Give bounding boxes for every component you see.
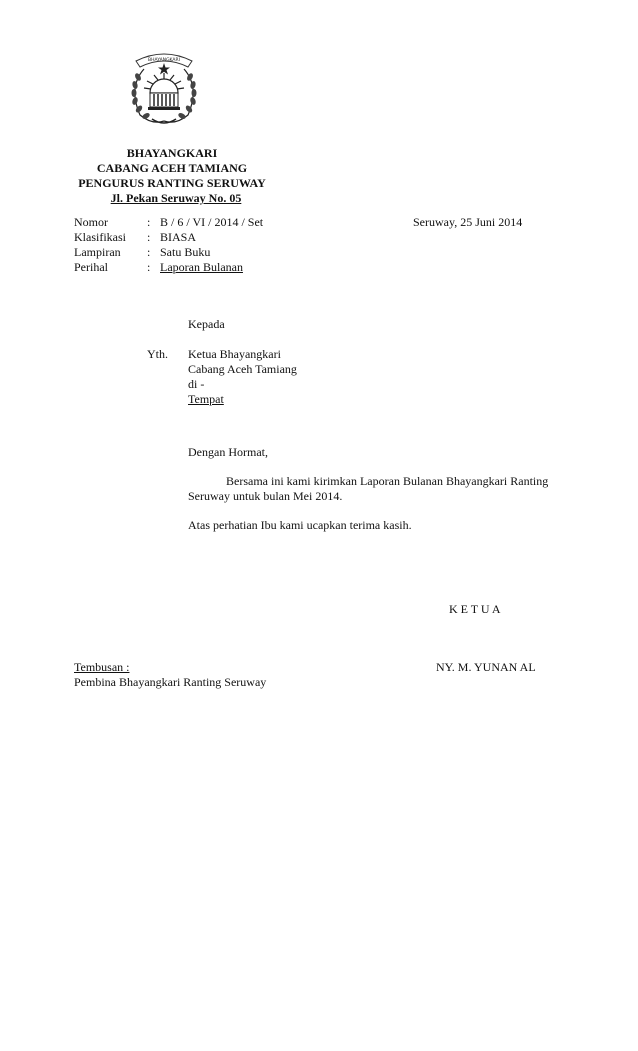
- recipient-kepada: Kepada: [188, 317, 225, 331]
- bhayangkari-emblem-logo: [118, 47, 210, 129]
- place-date: Seruway, 25 Juni 2014: [413, 215, 523, 229]
- recipient-line-3: di -: [188, 377, 205, 391]
- meta-label-perihal: Perihal: [74, 260, 108, 274]
- meta-colon: :: [147, 215, 151, 229]
- letterhead-address: Jl. Pekan Seruway No. 05: [110, 191, 242, 205]
- recipient-line-1: Ketua Bhayangkari: [188, 347, 281, 361]
- letterhead-line-2: CABANG ACEH TAMIANG: [96, 161, 248, 175]
- meta-value-lampiran: Satu Buku: [160, 245, 211, 259]
- letterhead-line-3: PENGURUS RANTING SERUWAY: [78, 176, 266, 190]
- letterhead-line-1: BHAYANGKARI: [126, 146, 218, 160]
- meta-value-nomor: B / 6 / VI / 2014 / Set: [160, 215, 264, 229]
- signature-name: NY. M. YUNAN AL: [436, 660, 536, 674]
- body-paragraph-1-line-2: Seruway untuk bulan Mei 2014.: [188, 489, 343, 503]
- logo-banner-text: BHAYANGKARI: [148, 58, 180, 63]
- body-paragraph-1-line-1: Bersama ini kami kirimkan Laporan Bulanan Bhayangkari Ranting: [226, 474, 549, 488]
- meta-colon: :: [147, 245, 151, 259]
- recipient-line-2: Cabang Aceh Tamiang: [188, 362, 297, 376]
- recipient-line-4: Tempat: [188, 392, 224, 406]
- meta-label-nomor: Nomor: [74, 215, 108, 229]
- meta-colon: :: [147, 260, 151, 274]
- body-paragraph-2: Atas perhatian Ibu kami ucapkan terima kasih.: [188, 518, 412, 532]
- cc-line-1: Pembina Bhayangkari Ranting Seruway: [74, 675, 267, 689]
- meta-label-lampiran: Lampiran: [74, 245, 121, 259]
- recipient-yth: Yth.: [147, 347, 168, 361]
- meta-value-klasifikasi: BIASA: [160, 230, 197, 244]
- signature-title: K E T U A: [449, 602, 501, 616]
- meta-value-perihal: Laporan Bulanan: [160, 260, 243, 274]
- meta-colon: :: [147, 230, 151, 244]
- meta-label-klasifikasi: Klasifikasi: [74, 230, 126, 244]
- cc-label: Tembusan :: [74, 660, 130, 674]
- salutation: Dengan Hormat,: [188, 445, 268, 459]
